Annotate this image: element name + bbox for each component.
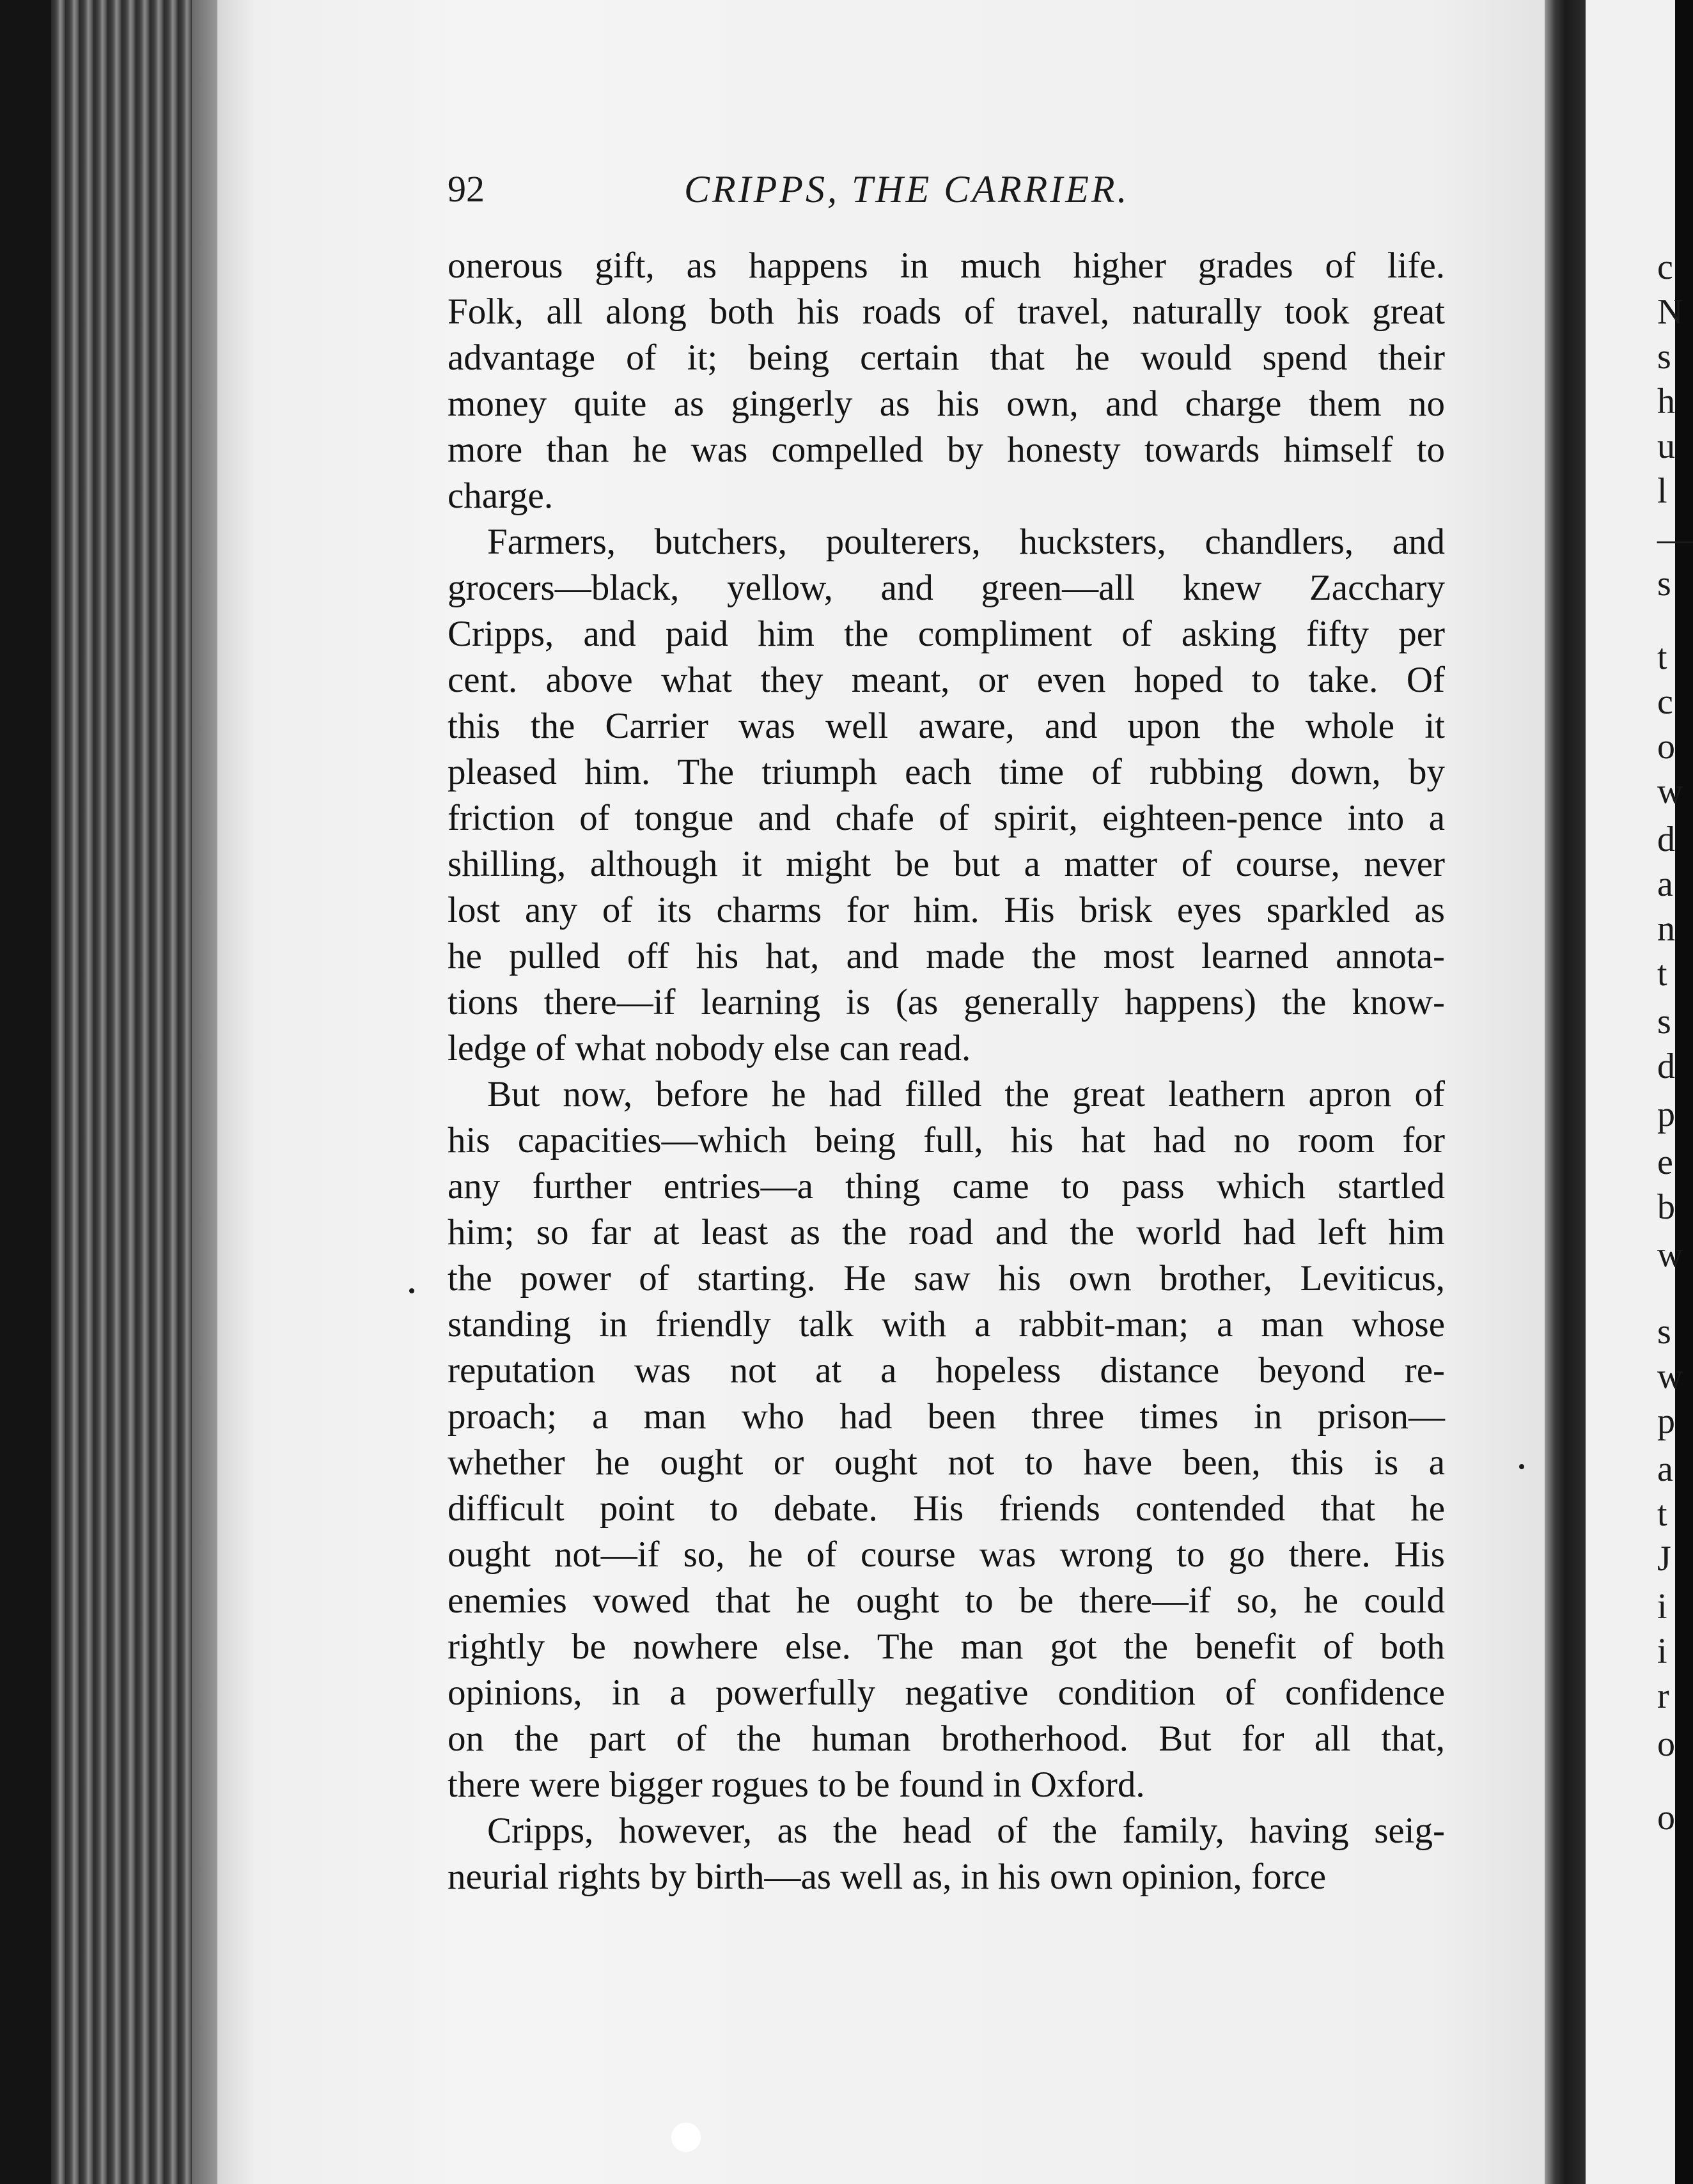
text-line: whether he ought or ought not to have been, this is a <box>448 1442 1445 1483</box>
text-line: there were bigger rogues to be found in Oxford. <box>448 1765 1145 1805</box>
text-line: cent. above what they meant, or even hoped to take. Of <box>448 660 1445 700</box>
facing-page-letter: s <box>1657 1312 1671 1352</box>
text-line: charge. <box>448 476 554 516</box>
text-line: this the Carrier was well aware, and upon the whole it <box>448 706 1445 746</box>
text-line: rightly be nowhere else. The man got the benefit of both <box>448 1626 1445 1667</box>
text-line: ought not—if so, he of course was wrong to go there. His <box>448 1534 1445 1575</box>
facing-page-letter: — <box>1657 519 1693 559</box>
facing-page-letter: u <box>1657 426 1675 466</box>
text-line: opinions, in a powerfully negative condition of confidence <box>448 1673 1445 1713</box>
text-line: tions there—if learning is (as generally happens) the know- <box>448 982 1445 1022</box>
text-line: standing in friendly talk with a rabbit-man; a man whose <box>448 1304 1445 1345</box>
text-line: grocers—black, yellow, and green—all knew Zacchary <box>448 568 1445 608</box>
text-line: shilling, although it might be but a matter of course, never <box>448 844 1445 884</box>
facing-page-letter: l <box>1657 471 1667 511</box>
page-number: 92 <box>448 168 485 210</box>
paper-blemish <box>671 2123 701 2152</box>
facing-page-letter: r <box>1657 1676 1669 1716</box>
text-line: him; so far at least as the road and the world had left him <box>448 1212 1445 1252</box>
facing-page-letter: w <box>1657 772 1683 811</box>
facing-page-letter: s <box>1657 1002 1671 1041</box>
facing-page-letter: t <box>1657 954 1667 994</box>
facing-page-letter: J <box>1657 1539 1671 1579</box>
body-text <box>448 243 1445 1900</box>
facing-page-letter: s <box>1657 337 1671 377</box>
text-line: more than he was compelled by honesty towards himself to <box>448 430 1445 470</box>
facing-page-letter: t <box>1657 1494 1667 1534</box>
text-line: any further entries—a thing came to pass which startled <box>448 1166 1445 1206</box>
text-line: Farmers, butchers, poulterers, hucksters, chandlers, and <box>487 522 1445 562</box>
ink-speck <box>1519 1464 1524 1469</box>
text-line: onerous gift, as happens in much higher grades of life. <box>448 246 1445 286</box>
facing-page-letter: i <box>1657 1632 1667 1671</box>
text-line: lost any of its charms for him. His brisk eyes sparkled as <box>448 890 1445 930</box>
book-edge-shadow <box>0 0 51 2184</box>
facing-page-letter: n <box>1657 909 1675 949</box>
text-line: money quite as gingerly as his own, and charge them no <box>448 384 1445 424</box>
facing-page-letter: i <box>1657 1587 1667 1626</box>
running-title: CRIPPS, THE CARRIER. <box>684 168 1130 210</box>
text-line: But now, before he had filled the great leathern apron of <box>487 1074 1445 1114</box>
facing-page-letter: s <box>1657 564 1671 604</box>
text-line: Cripps, and paid him the compliment of asking fifty per <box>448 614 1445 654</box>
facing-page-letter: w <box>1657 1357 1683 1396</box>
facing-page-letter: o <box>1657 727 1675 767</box>
facing-page-letter: d <box>1657 1047 1675 1086</box>
text-line: difficult point to debate. His friends contended that he <box>448 1488 1445 1529</box>
text-line: the power of starting. He saw his own brother, Leviticus, <box>448 1258 1445 1299</box>
facing-page-letter: b <box>1657 1187 1675 1227</box>
text-line: on the part of the human brotherhood. But for all that, <box>448 1719 1445 1759</box>
text-line: pleased him. The triumph each time of rubbing down, by <box>448 752 1445 792</box>
facing-page-letter: a <box>1657 1449 1673 1489</box>
text-line: ledge of what nobody else can read. <box>448 1028 971 1068</box>
facing-page-letter: o <box>1657 1724 1675 1764</box>
book-spine <box>1545 0 1586 2184</box>
facing-page-letter: h <box>1657 382 1675 421</box>
facing-page-letter: p <box>1657 1095 1675 1134</box>
facing-page-letter: c <box>1657 247 1673 287</box>
text-line: Cripps, however, as the head of the family, having seig- <box>487 1811 1445 1851</box>
text-line: neurial rights by birth—as well as, in his own opinion, force <box>448 1857 1327 1897</box>
text-line: friction of tongue and chafe of spirit, eighteen-pence into a <box>448 798 1445 838</box>
facing-page-letter: a <box>1657 864 1673 904</box>
facing-page-letter: p <box>1657 1401 1675 1441</box>
facing-page-letter: w <box>1657 1235 1683 1275</box>
facing-page-letter: o <box>1657 1798 1675 1837</box>
page-header <box>448 168 1451 219</box>
facing-page-strip <box>1586 0 1693 2184</box>
facing-page-letter: e <box>1657 1143 1673 1182</box>
text-line: his capacities—which being full, his hat had no room for <box>448 1120 1445 1160</box>
text-line: advantage of it; being certain that he would spend their <box>448 338 1445 378</box>
text-line: enemies vowed that he ought to be there—if so, he could <box>448 1580 1445 1621</box>
text-line: reputation was not at a hopeless distance beyond re- <box>448 1350 1445 1391</box>
ink-speck <box>409 1288 414 1293</box>
facing-page-letter: c <box>1657 682 1673 722</box>
text-line: Folk, all along both his roads of travel, naturally took great <box>448 292 1445 332</box>
facing-page-letter: t <box>1657 637 1667 677</box>
text-line: proach; a man who had been three times in prison— <box>448 1396 1445 1437</box>
text-line: he pulled off his hat, and made the most learned annota- <box>448 936 1445 976</box>
facing-page-letter: N <box>1657 292 1683 332</box>
facing-page-letter: d <box>1657 820 1675 859</box>
